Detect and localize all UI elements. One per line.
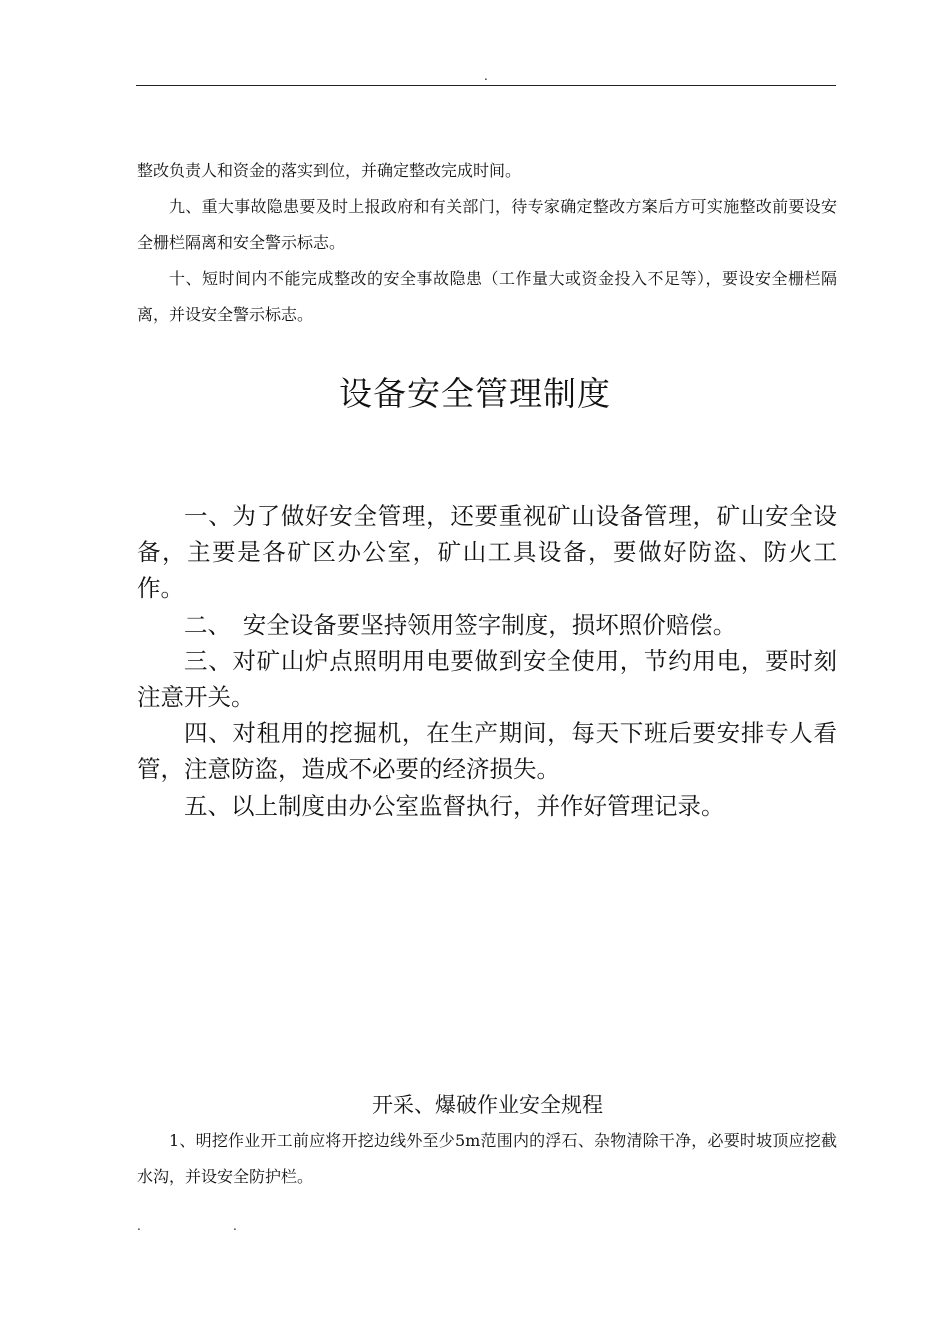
- footer-dot-left: .: [137, 1219, 141, 1233]
- footer-dot-right: .: [233, 1219, 237, 1233]
- header-divider: [136, 85, 836, 86]
- equipment-rule-4: 四、对租用的挖掘机，在生产期间，每天下班后要安排专人看管，注意防盗，造成不必要的经济损失。: [137, 719, 837, 784]
- blasting-rules-section: [137, 1123, 837, 1195]
- rectification-item-ten: 十、短时间内不能完成整改的安全事故隐患（工作量大或资金投入不足等），要设安全栅栏隔离，并设安全警示标志。: [137, 269, 837, 324]
- section-title: 开采、爆破作业安全规程: [372, 1093, 603, 1117]
- equipment-rule-3: 三、对矿山炉点照明用电要做到安全使用，节约用电，要时刻注意开关。: [137, 646, 837, 712]
- header-mark: .: [484, 69, 488, 83]
- page-title: 设备安全管理制度: [339, 374, 611, 413]
- rectification-continuation: 整改负责人和资金的落实到位，并确定整改完成时间。: [137, 161, 522, 180]
- equipment-rule-2: 二、 安全设备要坚持领用签字制度，损坏照价赔偿。: [184, 610, 737, 639]
- rectification-section: [137, 153, 837, 333]
- rectification-item-nine: 九、重大事故隐患要及时上报政府和有关部门，待专家确定整改方案后方可实施整改前要设安全栅栏隔离和安全警示标志。: [137, 197, 837, 252]
- equipment-rules-section: [137, 498, 837, 824]
- equipment-rule-1: 一、为了做好安全管理，还要重视矿山设备管理，矿山安全设备，主要是各矿区办公室，矿山工具设备，要做好防盗、防火工作。: [137, 502, 837, 603]
- blasting-rule-1: 1、明挖作业开工前应将开挖边线外至少5m范围内的浮石、杂物清除干净，必要时坡顶应挖截水沟，并设安全防护栏。: [137, 1131, 837, 1186]
- equipment-rule-5: 五、以上制度由办公室监督执行，并作好管理记录。: [184, 791, 725, 820]
